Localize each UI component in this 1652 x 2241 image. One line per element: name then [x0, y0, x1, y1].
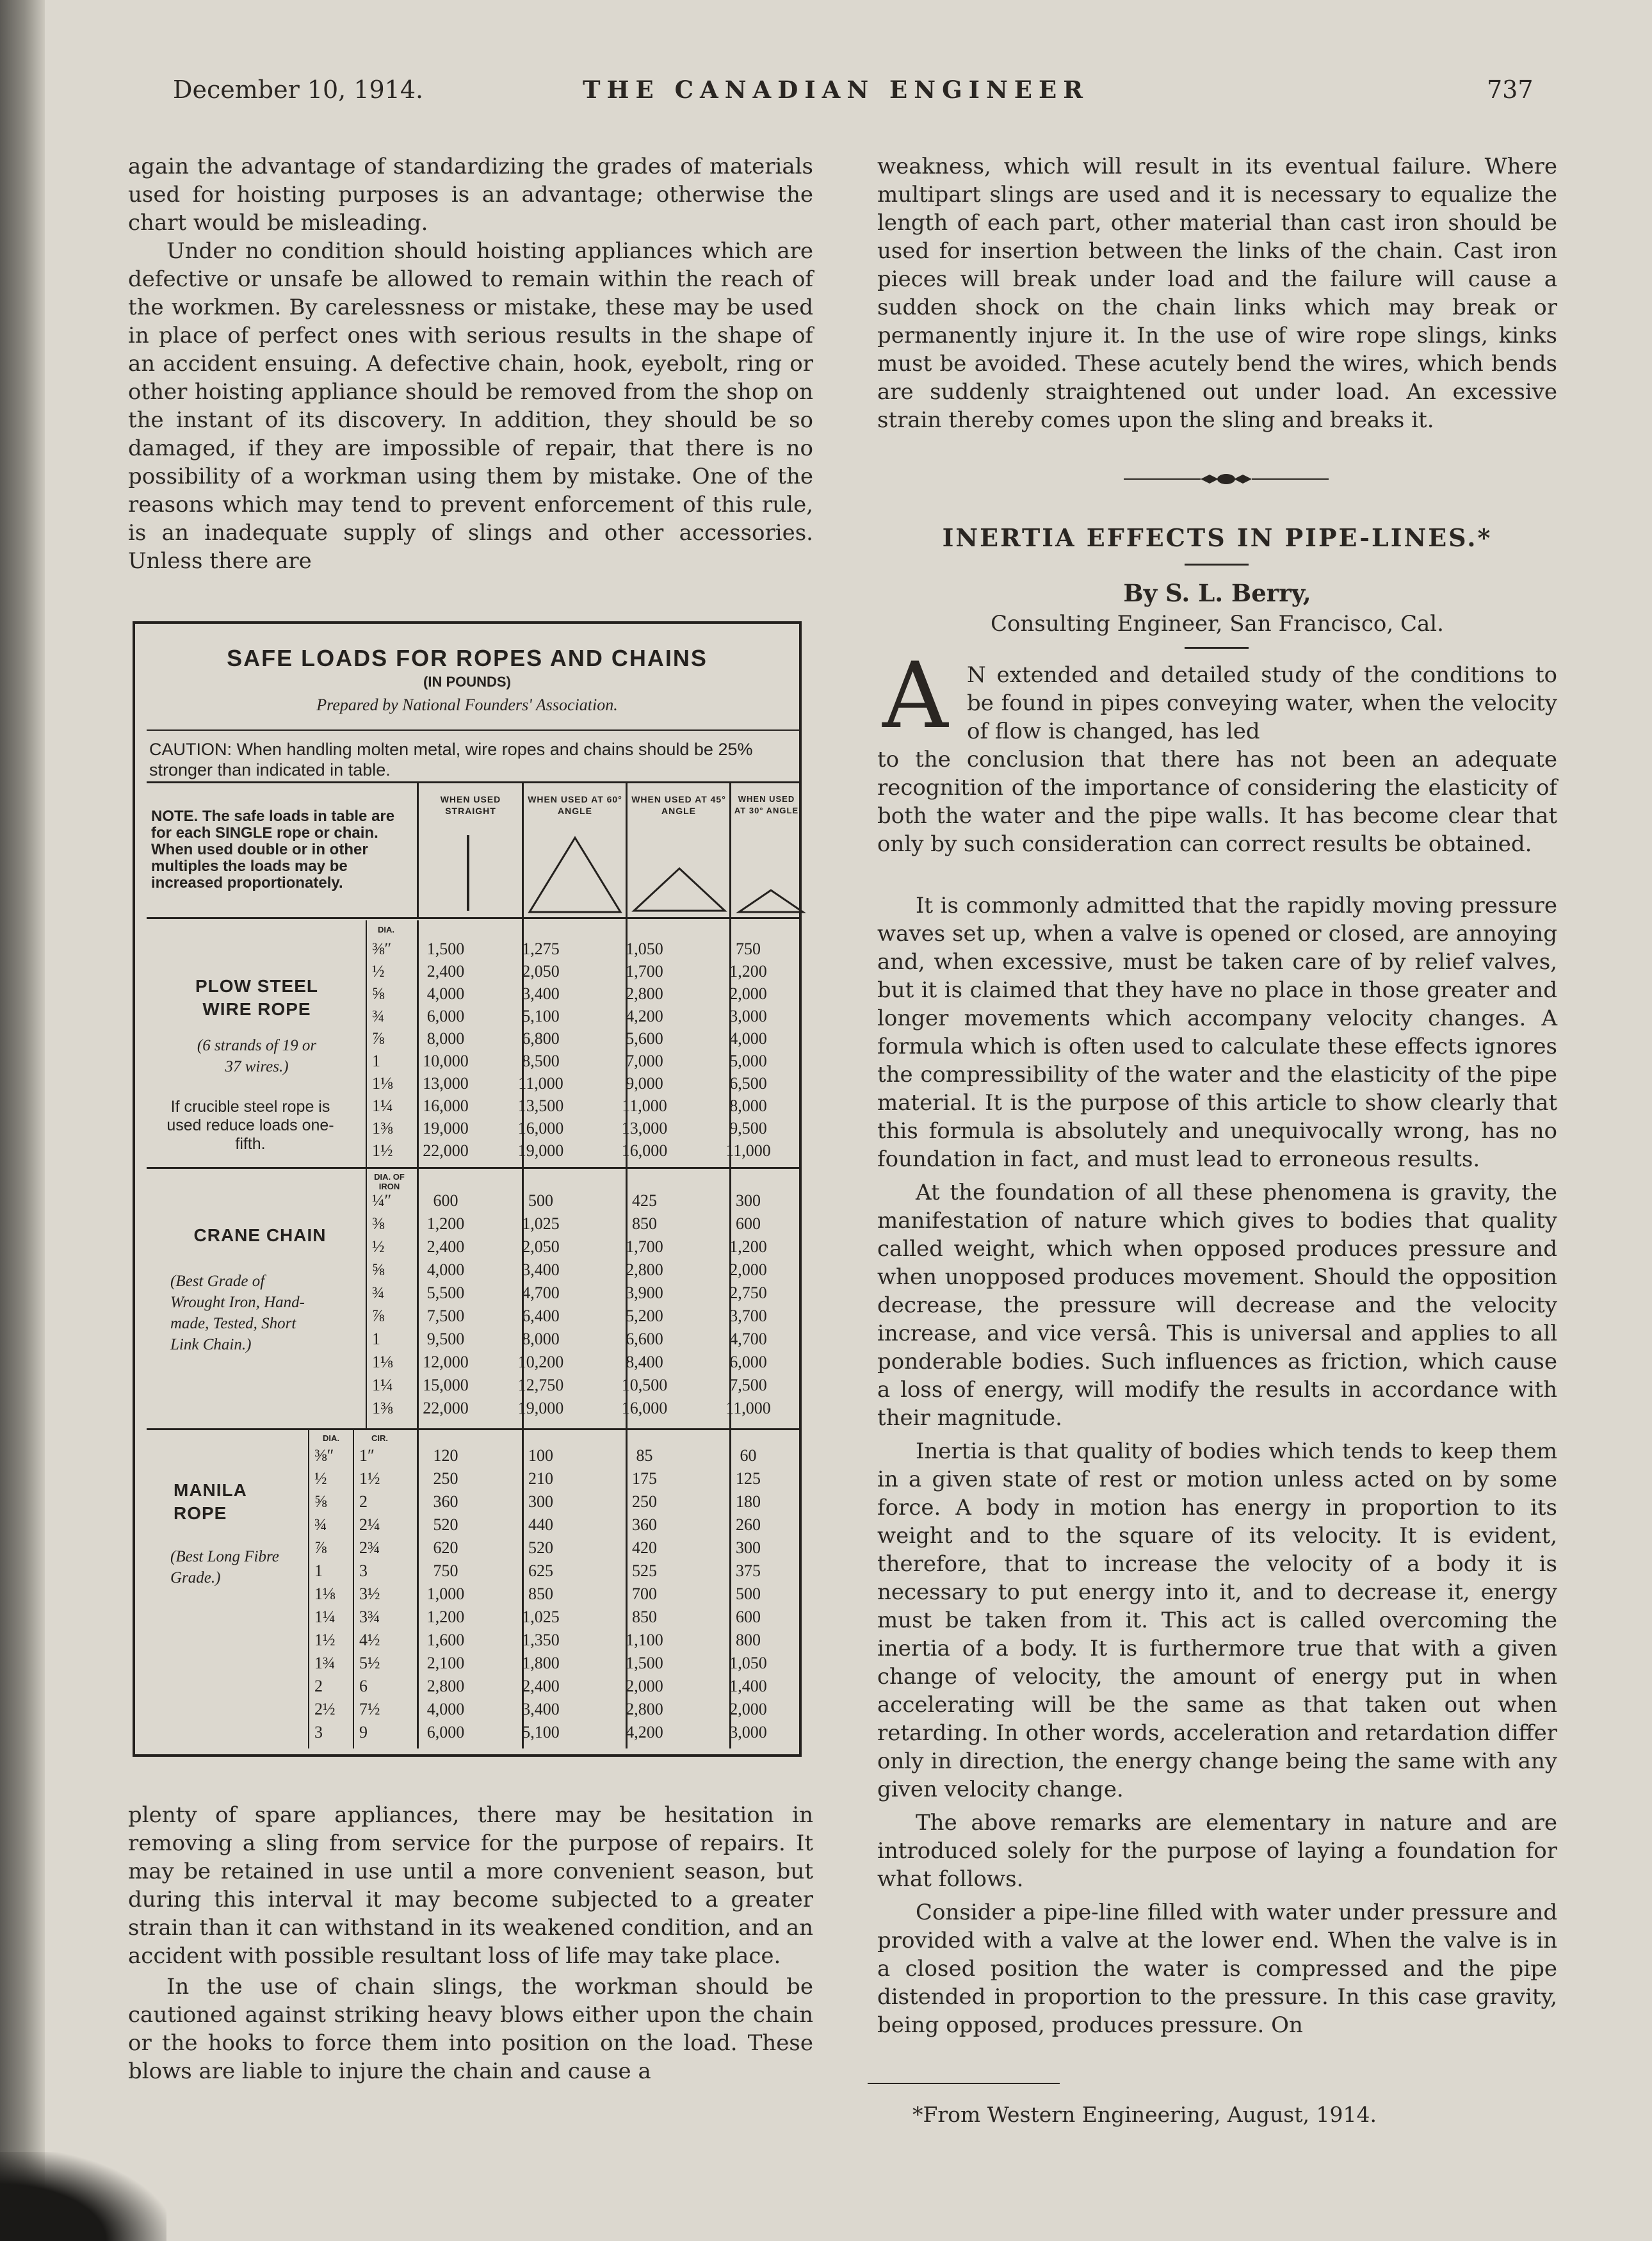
table-cell: 4,200 [626, 1007, 663, 1025]
table-cell: 2,400 [522, 1677, 560, 1695]
journal-title: THE CANADIAN ENGINEER [583, 76, 1089, 104]
dia-of-iron-label: DIA. OF IRON [374, 1172, 405, 1191]
table-cell: 16,000 [423, 1096, 469, 1115]
table-row [135, 1585, 799, 1606]
table-row [135, 1608, 799, 1629]
table-cell: 1,350 [522, 1631, 560, 1649]
table-cell: 1,600 [426, 1631, 465, 1649]
table-cell: 3,400 [522, 1700, 560, 1718]
table-cell: 175 [632, 1469, 657, 1488]
divider [1185, 564, 1249, 566]
table-cell: 1,500 [626, 1654, 663, 1672]
table-cell: 375 [736, 1561, 761, 1580]
table-cell: 10,500 [621, 1376, 668, 1394]
crane-chain-desc: (Best Grade of Wrought Iron, Hand-made, Tested, Short Link Chain.) [170, 1273, 305, 1353]
table-cell: ½ [372, 962, 385, 981]
table-cell: 5,200 [626, 1307, 663, 1325]
table-cell: 19,000 [517, 1141, 564, 1160]
table-row [135, 1330, 799, 1351]
table-cell: 850 [632, 1608, 657, 1626]
table-row [135, 984, 799, 1006]
table-cell: 2,800 [626, 1260, 663, 1279]
table-cell: ⅞ [372, 1307, 385, 1325]
table-cell: 6,400 [522, 1307, 560, 1325]
table-cell: 11,000 [518, 1074, 563, 1093]
table-row [135, 1052, 799, 1073]
paragraph: In the use of chain slings, the workman should be cautioned against striking heavy blows either upon the chain or the hooks to force them into position on the load. These blows are liable to injure the chain and cause a [128, 1974, 813, 2084]
table-cell: 2 [359, 1492, 368, 1511]
table-cell: 16,000 [517, 1119, 564, 1137]
table-cell: 120 [433, 1446, 458, 1465]
table-cell: 2,100 [426, 1654, 465, 1672]
table-row [135, 1119, 799, 1141]
table-cell: 3,700 [729, 1307, 767, 1325]
table-cell: 22,000 [423, 1399, 469, 1417]
table-cell: 250 [433, 1469, 458, 1488]
paragraph: weakness, which will result in its eventual failure. Where multipart slings are used and it is necessary to equalize the length of each part, other material than cast iron should be used for insertion between the links of the chain. Cast iron pieces will break under load and the failure will cause a sudden shock on the chain links which may break or permanently injure it. In the use of wire rope slings, kinks must be avoided. These acutely bend the wires, which bends are suddenly straightened out under load. An excessive strain thereby comes upon the sling and breaks it. [877, 154, 1557, 433]
table-row [135, 1283, 799, 1305]
table-cell: 2,000 [729, 1700, 767, 1718]
table-cell: 1″ [359, 1446, 375, 1465]
table-cell: 9,500 [729, 1119, 767, 1137]
article-title: INERTIA EFFECTS IN PIPE-LINES.* [942, 523, 1493, 552]
table-cell: 1,700 [626, 962, 663, 981]
table-row [135, 1399, 799, 1421]
table-row [135, 1141, 799, 1163]
table-cell: 16,000 [621, 1399, 668, 1417]
footnote-rule [868, 2083, 1060, 2084]
table-cell: 1,200 [426, 1214, 465, 1233]
triangle-45-icon [631, 866, 727, 914]
table-cell: 600 [736, 1214, 761, 1233]
table-subtitle: (IN POUNDS) [423, 674, 511, 690]
table-cell: 2,050 [522, 1237, 560, 1256]
table-row [135, 1515, 799, 1537]
paragraph: The above remarks are elementary in nature and are introduced solely for the purpose of laying a foundation for what follows. [877, 1810, 1557, 1892]
table-cell: 520 [433, 1515, 458, 1534]
table-cell: 1¼ [314, 1608, 336, 1626]
paragraph: Consider a pipe-line filled with water under pressure and provided with a valve at the lower end. When the valve is in a closed position the water is compressed and the pipe distended in proportion to the pressure. In this case gravity, being opposed, produces pressure. On [877, 1900, 1557, 2038]
table-cell: 9,500 [426, 1330, 465, 1348]
table-cell: 1,050 [729, 1654, 767, 1672]
table-cell: 60 [740, 1446, 757, 1465]
table-row [135, 1029, 799, 1051]
table-cell: 300 [528, 1492, 553, 1511]
ornament-divider [1124, 469, 1329, 489]
table-cell: 850 [528, 1585, 553, 1603]
table-cell: 1 [314, 1561, 323, 1580]
table-cell: 16,000 [621, 1141, 668, 1160]
table-cell: 625 [528, 1561, 553, 1580]
table-cell: 85 [636, 1446, 653, 1465]
table-cell: 5½ [359, 1654, 380, 1672]
table-cell: 300 [736, 1538, 761, 1557]
table-cell: 440 [528, 1515, 553, 1534]
table-cell: 420 [632, 1538, 657, 1557]
divider [1185, 647, 1249, 649]
plow-steel-note: If crucible steel rope is used reduce loads one-fifth. [166, 1098, 334, 1153]
paragraph: plenty of spare appliances, there may be hesitation in removing a sling from service for the purpose of repairs. It may be retained in use until a more convenient season, but during this interval it may become subjected to a greater strain than it can withstand in its weakened condition, and an accident with possible resultant loss of life may take place. [128, 1802, 813, 1969]
table-cell: 4,700 [522, 1283, 560, 1302]
table-cell: ¾ [372, 1007, 385, 1025]
table-row [135, 1700, 799, 1722]
divider [147, 1428, 800, 1430]
table-cell: 2,800 [426, 1677, 465, 1695]
table-cell: 12,000 [423, 1353, 469, 1371]
table-cell: 1,025 [522, 1608, 560, 1626]
table-cell: 2¾ [359, 1538, 380, 1557]
table-cell: 1½ [314, 1631, 336, 1649]
table-cell: 1⅛ [314, 1585, 336, 1603]
divider [417, 781, 419, 917]
table-cell: ¼″ [372, 1191, 392, 1210]
table-cell: 10,000 [423, 1052, 469, 1070]
table-row [135, 1007, 799, 1029]
footnote: *From Western Engineering, August, 1914. [912, 2102, 1377, 2127]
table-cell: 2 [314, 1677, 323, 1695]
table-cell: 300 [736, 1191, 761, 1210]
table-cell: 11,000 [622, 1096, 667, 1115]
table-cell: 2,750 [729, 1283, 767, 1302]
table-cell: 1½ [359, 1469, 380, 1488]
table-cell: 6,000 [426, 1723, 465, 1741]
table-cell: 3,400 [522, 1260, 560, 1279]
table-cell: 2,400 [426, 1237, 465, 1256]
table-cell: 1⅛ [372, 1074, 393, 1093]
table-note: NOTE. The safe loads in table are for each SINGLE rope or chain. When used double or in other multiples the loads may be increased proportionately. [151, 808, 395, 892]
table-row [135, 1561, 799, 1583]
right-column-top [877, 152, 1557, 434]
table-row [135, 1260, 799, 1282]
table-row [135, 1492, 799, 1514]
table-cell: 1,200 [426, 1608, 465, 1626]
table-row [135, 1214, 799, 1236]
table-cell: 100 [528, 1446, 553, 1465]
table-cell: 125 [736, 1469, 761, 1488]
col-head-30: WHEN USED AT 30° ANGLE [734, 794, 799, 815]
table-cell: 5,500 [426, 1283, 465, 1302]
first-paragraph-tail [877, 746, 1557, 858]
table-cell: 7,500 [729, 1376, 767, 1394]
table-caution: CAUTION: When handling molten metal, wire ropes and chains should be 25% stronger than indicated in table. [149, 740, 753, 779]
table-cell: 5,100 [522, 1723, 560, 1741]
table-cell: 1¼ [372, 1096, 393, 1115]
table-cell: ½ [314, 1469, 327, 1488]
table-cell: 5,600 [626, 1029, 663, 1048]
table-cell: 7,000 [626, 1052, 663, 1070]
table-row [135, 1654, 799, 1675]
table-cell: 12,750 [517, 1376, 564, 1394]
paragraph: At the foundation of all these phenomena is gravity, the manifestation of nature which gives to bodies that quality called weight, which when opposed produces pressure and when unopposed produces movement. Should the opposition decrease, the pressure will decrease and the velocity increase, and vice versâ. This is universal and applies to all ponderable bodies. Such influences as friction, which cause a loss of energy, will modify the results in accordance with their magnitude. [877, 1180, 1557, 1431]
book-spine-shadow [0, 0, 45, 2241]
table-row [135, 1191, 799, 1213]
table-cell: 6,500 [729, 1074, 767, 1093]
table-cell: 22,000 [423, 1141, 469, 1160]
table-cell: ¾ [372, 1283, 385, 1302]
first-paragraph-head [967, 661, 1557, 746]
issue-date: December 10, 1914. [173, 76, 424, 104]
table-cell: 19,000 [517, 1399, 564, 1417]
table-cell: 1,400 [729, 1677, 767, 1695]
table-cell: 19,000 [423, 1119, 469, 1137]
table-cell: 4,700 [729, 1330, 767, 1348]
table-cell: 1 [372, 1052, 380, 1070]
table-cell: 1,100 [626, 1631, 663, 1649]
table-cell: 1,500 [426, 940, 465, 958]
left-column-bottom [128, 1801, 813, 2085]
table-cell: 600 [736, 1608, 761, 1626]
table-row [135, 962, 799, 984]
table-cell: 8,000 [522, 1330, 560, 1348]
table-cell: 3,400 [522, 984, 560, 1003]
table-cell: 2,000 [729, 984, 767, 1003]
table-cell: 4,000 [729, 1029, 767, 1048]
drop-cap: A [882, 643, 948, 749]
table-cell: 3,000 [729, 1007, 767, 1025]
table-cell: 525 [632, 1561, 657, 1580]
table-cell: 620 [433, 1538, 458, 1557]
table-cell: 3,000 [729, 1723, 767, 1741]
table-cell: 260 [736, 1515, 761, 1534]
straight-line-icon [462, 835, 474, 912]
table-cell: 360 [632, 1515, 657, 1534]
table-cell: 210 [528, 1469, 553, 1488]
table-cell: 8,000 [426, 1029, 465, 1048]
table-cell: 520 [528, 1538, 553, 1557]
paragraph: to the conclusion that there has not been an adequate recognition of the importance of considering the elasticity of both the water and the pipe walls. It has become clear that only by such consideration can correct results be obtained. [877, 747, 1557, 857]
table-cell: 250 [632, 1492, 657, 1511]
table-title: SAFE LOADS FOR ROPES AND CHAINS [227, 645, 708, 671]
page-corner-shadow [0, 2152, 166, 2241]
manila-rope-title: MANILA ROPE [174, 1480, 247, 1523]
table-row [135, 1237, 799, 1259]
paragraph: It is commonly admitted that the rapidly moving pressure waves set up, when a valve is opened or closed, are annoying and, when excessive, must be taken care of by relief valves, but it is claimed that they have no place in those greater and longer movements which accompany velocity changes. A formula which is often used to calculate these effects ignores the compressibility of the water and the elasticity of the pipe material. It is the purpose of this article to show clearly that this formula is absolutely and unequivocally wrong, has no foundation in fact, and must lead to erroneous results. [877, 893, 1557, 1172]
table-cell: 700 [632, 1585, 657, 1603]
table-cell: 1 [372, 1330, 380, 1348]
table-cell: 800 [736, 1631, 761, 1649]
table-cell: 6,000 [729, 1353, 767, 1371]
table-cell: 9,000 [626, 1074, 663, 1093]
table-cell: 750 [736, 940, 761, 958]
article-affiliation: Consulting Engineer, San Francisco, Cal. [991, 611, 1444, 637]
table-cell: 4,000 [426, 1260, 465, 1279]
divider [147, 729, 800, 731]
table-cell: 8,000 [729, 1096, 767, 1115]
table-cell: ⅜ [372, 1214, 385, 1233]
table-cell: ⅞ [372, 1029, 385, 1048]
col-head-45: WHEN USED AT 45° ANGLE [631, 794, 726, 816]
table-cell: 850 [632, 1214, 657, 1233]
right-column-body [877, 892, 1557, 2039]
divider [147, 781, 800, 783]
triangle-60-icon [527, 835, 623, 915]
table-cell: 4,000 [426, 1700, 465, 1718]
table-cell: 1,000 [426, 1585, 465, 1603]
table-cell: 13,000 [621, 1119, 668, 1137]
table-row [135, 1307, 799, 1328]
table-cell: 1,200 [729, 1237, 767, 1256]
table-row [135, 1074, 799, 1096]
cir-label: CIR. [371, 1433, 388, 1443]
table-cell: ½ [372, 1237, 385, 1256]
table-cell: 4,000 [426, 984, 465, 1003]
col-head-60: WHEN USED AT 60° ANGLE [528, 794, 622, 816]
table-cell: ¾ [314, 1515, 327, 1534]
table-cell: 6 [359, 1677, 368, 1695]
table-cell: 1,800 [522, 1654, 560, 1672]
table-cell: 11,000 [725, 1399, 771, 1417]
table-cell: 6,000 [426, 1007, 465, 1025]
table-cell: 500 [528, 1191, 553, 1210]
table-row [135, 1631, 799, 1652]
table-cell: 4,200 [626, 1723, 663, 1741]
table-cell: 3½ [359, 1585, 380, 1603]
table-cell: 5,100 [522, 1007, 560, 1025]
crane-chain-title: CRANE CHAIN [193, 1225, 327, 1245]
table-cell: 9 [359, 1723, 368, 1741]
table-cell: 2,050 [522, 962, 560, 981]
table-cell: 10,200 [517, 1353, 564, 1371]
table-cell: 1,025 [522, 1214, 560, 1233]
table-cell: 1⅜ [372, 1399, 393, 1417]
table-cell: 13,000 [423, 1074, 469, 1093]
table-cell: 500 [736, 1585, 761, 1603]
table-cell: 1½ [372, 1141, 393, 1160]
left-column-top [128, 152, 813, 575]
divider [147, 1167, 800, 1169]
table-cell: 13,500 [517, 1096, 564, 1115]
divider [147, 917, 800, 919]
article-byline: By S. L. Berry, [1123, 579, 1311, 607]
table-cell: 3¾ [359, 1608, 380, 1626]
paragraph: N extended and detailed study of the conditions to be found in pipes conveying water, when the velocity of flow is changed, has led [967, 662, 1557, 744]
plow-steel-title: PLOW STEEL WIRE ROPE [195, 976, 318, 1019]
safe-loads-table [133, 621, 802, 1757]
table-cell: 6,600 [626, 1330, 663, 1348]
table-cell: ⅝ [314, 1492, 327, 1511]
table-cell: ⅞ [314, 1538, 327, 1557]
triangle-30-icon [736, 886, 806, 915]
table-cell: 2,800 [626, 984, 663, 1003]
table-cell: 1,275 [522, 940, 560, 958]
dia-label: DIA. [323, 1433, 339, 1443]
manila-rope-desc: (Best Long Fibre Grade.) [170, 1548, 279, 1586]
paragraph: Inertia is that quality of bodies which tends to keep them in a given state of rest or motion unless acted on by some force. A body in motion has energy in proportion to its weight and to the square of its velocity. It is evident, therefore, that to increase the velocity of a body it is necessary to put energy into it, and to decrease it, energy must be taken from it. This act is called overcoming the inertia of a body. It is furthermore true that with a given change of velocity, the amount of energy put in when accelerating will be the same as that taken out when retarding. In other words, acceleration and retardation differ only in direction, the energy change being the same with any given velocity change. [877, 1438, 1557, 1802]
dia-label: DIA. [378, 925, 394, 934]
table-cell: 2,400 [426, 962, 465, 981]
table-row [135, 1446, 799, 1468]
table-cell: ⅜″ [372, 940, 392, 958]
table-cell: 15,000 [423, 1376, 469, 1394]
table-cell: 7½ [359, 1700, 380, 1718]
table-cell: 2,000 [626, 1677, 663, 1695]
table-cell: 360 [433, 1492, 458, 1511]
table-row [135, 940, 799, 961]
table-row [135, 1353, 799, 1374]
table-cell: 3 [359, 1561, 368, 1580]
table-cell: 3 [314, 1723, 323, 1741]
table-cell: 4½ [359, 1631, 380, 1649]
table-cell: 2¼ [359, 1515, 380, 1534]
table-row [135, 1376, 799, 1398]
table-cell: 5,000 [729, 1052, 767, 1070]
table-cell: 2,800 [626, 1700, 663, 1718]
paragraph: again the advantage of standardizing the grades of materials used for hoisting purposes is an advantage; otherwise the chart would be misleading. [128, 154, 813, 236]
table-cell: 1,050 [626, 940, 663, 958]
table-cell: 2½ [314, 1700, 336, 1718]
table-row [135, 1096, 799, 1118]
table-cell: 8,500 [522, 1052, 560, 1070]
table-cell: ⅝ [372, 1260, 385, 1279]
table-cell: 1⅜ [372, 1119, 393, 1137]
page-number: 737 [1487, 76, 1534, 104]
plow-steel-desc: (6 strands of 19 or 37 wires.) [197, 1037, 317, 1075]
table-cell: 2,000 [729, 1260, 767, 1279]
table-cell: 600 [433, 1191, 458, 1210]
table-prepared-by: Prepared by National Founders' Association. [316, 696, 618, 714]
table-cell: 750 [433, 1561, 458, 1580]
table-cell: 6,800 [522, 1029, 560, 1048]
paragraph: Under no condition should hoisting appliances which are defective or unsafe be allowed to remain within the reach of the workmen. By carelessness or mistake, these may be used in place of perfect ones with serious results in the shape of an accident ensuing. A defective chain, hook, eyebolt, ring or other hoisting appliance should be removed from the shop on the instant of its discovery. In addition, they should be so damaged, if they are impossible of repair, that there is no possibility of a workman using them by mistake. One of the reasons which may tend to prevent enforcement of this rule, is an inadequate supply of slings and other accessories. Unless there are [128, 238, 813, 574]
table-row [135, 1538, 799, 1560]
table-cell: 1⅛ [372, 1353, 393, 1371]
table-cell: 11,000 [725, 1141, 771, 1160]
table-row [135, 1723, 799, 1745]
table-cell: ⅝ [372, 984, 385, 1003]
col-head-straight: WHEN USED STRAIGHT [440, 794, 501, 816]
table-cell: 180 [736, 1492, 761, 1511]
table-row [135, 1677, 799, 1699]
table-cell: 8,400 [626, 1353, 663, 1371]
table-cell: ⅜″ [314, 1446, 334, 1465]
table-cell: 3,900 [626, 1283, 663, 1302]
table-row [135, 1469, 799, 1491]
table-cell: 1,700 [626, 1237, 663, 1256]
table-cell: 7,500 [426, 1307, 465, 1325]
table-cell: 425 [632, 1191, 657, 1210]
table-cell: 1¼ [372, 1376, 393, 1394]
table-cell: 1,200 [729, 962, 767, 981]
table-cell: 1¾ [314, 1654, 336, 1672]
